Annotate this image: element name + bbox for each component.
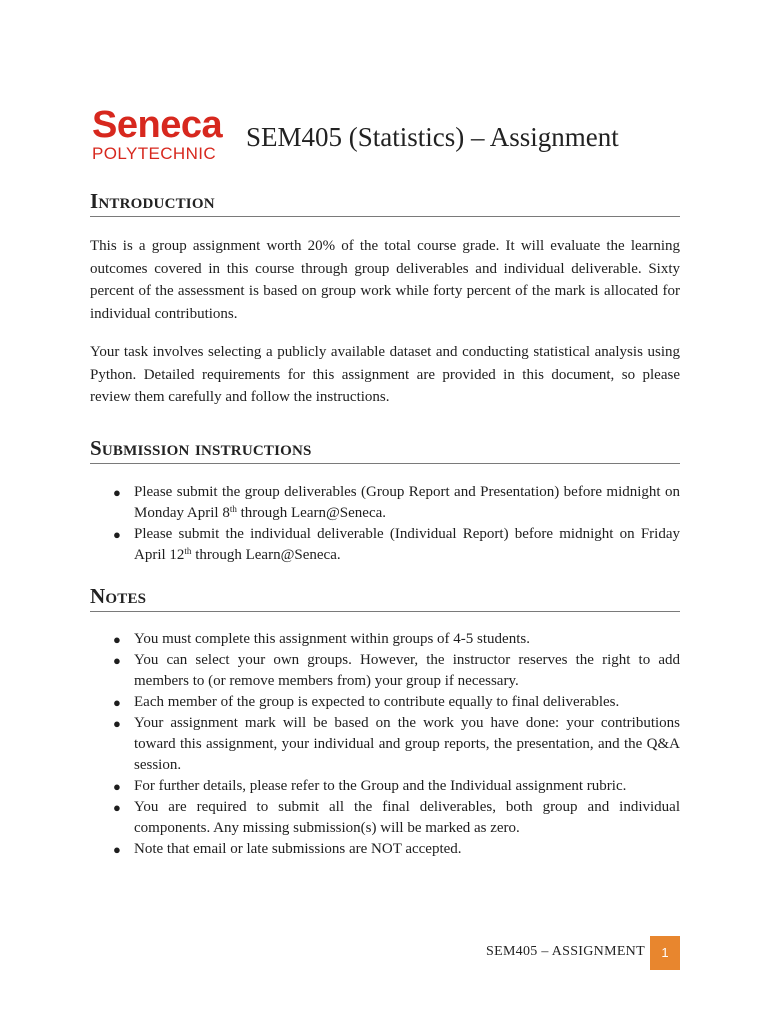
document-title: SEM405 (Statistics) – Assignment: [246, 122, 619, 152]
ordinal-suffix: th: [229, 504, 237, 514]
note-text: You must complete this assignment within groups of 4-5 students.: [134, 631, 530, 647]
notes-list: [90, 629, 680, 860]
submission-heading: Submission instructions: [90, 435, 680, 464]
bullet-icon: ●: [113, 653, 121, 668]
seneca-logo: [92, 106, 238, 163]
introduction-paragraph: This is a group assignment worth 20% of the total course grade. It will evaluate the learning outcomes covered in this course through group deliverables and individual deliverable. Sixty percent of the assessment is based on group work while forty percent of the mark is allocated for individual contributions.: [90, 238, 680, 322]
list-item: [90, 713, 680, 776]
note-text: For further details, please refer to the Group and the Individual assignment rubric.: [134, 778, 627, 794]
bullet-icon: ●: [113, 695, 121, 710]
list-item: [90, 797, 680, 839]
note-text: Your assignment mark will be based on the work you have done: your contributions toward this assignment, your individual and group reports, the presentation, and the Q&A session.: [134, 715, 680, 773]
list-item: [90, 692, 680, 713]
introduction-heading: Introduction: [90, 188, 680, 217]
footer-label: SEM405 – ASSIGNMENT: [486, 944, 645, 959]
list-item: [90, 650, 680, 692]
list-item: [90, 776, 680, 797]
notes-heading: Notes: [90, 583, 680, 612]
bullet-icon: ●: [113, 842, 121, 857]
bullet-icon: ●: [113, 485, 121, 500]
submission-text: Please submit the individual deliverable (Individual Report) before midnight on Friday April 12: [134, 526, 680, 563]
list-item: [90, 482, 680, 524]
list-item: [90, 629, 680, 650]
submission-list: [90, 482, 680, 566]
note-text: Each member of the group is expected to contribute equally to final deliverables.: [134, 694, 620, 710]
bullet-icon: ●: [113, 800, 121, 815]
bullet-icon: ●: [113, 632, 121, 647]
bullet-icon: ●: [113, 716, 121, 731]
note-text: Note that email or late submissions are NOT accepted.: [134, 841, 462, 857]
submission-text: through Learn@Seneca.: [236, 505, 387, 521]
list-item: [90, 524, 680, 566]
note-text: You can select your own groups. However, the instructor reserves the right to add members to (or remove members from) your group if necessary.: [134, 652, 680, 689]
note-text: You are required to submit all the final deliverables, both group and individual components. Any missing submission(s) will be marked as zero.: [134, 799, 680, 836]
ordinal-suffix: th: [184, 546, 192, 556]
list-item: [90, 839, 680, 860]
bullet-icon: ●: [113, 779, 121, 794]
introduction-paragraph: Your task involves selecting a publicly available dataset and conducting statistical analysis using Python. Detailed requirements for this assignment are provided in this document, so please review them carefully and follow the instructions.: [90, 344, 680, 405]
submission-text: Please submit the group deliverables (Group Report and Presentation) before midnight on Monday April 8: [134, 484, 680, 521]
submission-text: through Learn@Seneca.: [191, 547, 341, 563]
page-number-badge: 1: [650, 936, 680, 970]
logo-subtitle: POLYTECHNIC: [92, 144, 217, 163]
bullet-icon: ●: [113, 527, 121, 542]
logo-wordmark: Seneca: [92, 104, 223, 146]
document-header: [92, 106, 682, 166]
